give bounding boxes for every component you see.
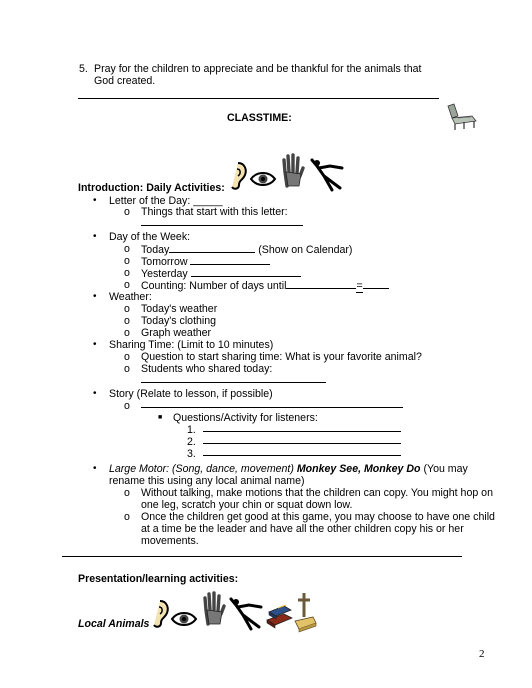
- large-motor-note: (You may: [423, 463, 468, 475]
- motor-b-2: at a time be the leader and have all the other children copy his or her: [141, 523, 464, 535]
- question-blank: [203, 446, 401, 459]
- sub-bullet: o: [124, 327, 130, 339]
- bullet: •: [93, 291, 97, 302]
- motor-a-1: Without talking, make motions that the children can copy. You might hop on: [141, 487, 493, 499]
- letter-sub-blank: [141, 216, 303, 229]
- sub-bullet: o: [124, 363, 130, 375]
- cross-icon: [292, 591, 318, 633]
- letter-of-day: Letter of the Day: _____: [109, 195, 223, 207]
- sub-bullet: o: [124, 351, 130, 363]
- sub-bullet: o: [124, 487, 130, 499]
- question-number: 1.: [187, 424, 196, 436]
- chair-icon: [444, 102, 478, 132]
- section-divider-bottom: [62, 556, 462, 557]
- ear-icon: [150, 599, 170, 629]
- story: Story (Relate to lesson, if possible): [109, 388, 273, 400]
- question-number: 3.: [187, 448, 196, 460]
- sub-bullet: o: [124, 400, 130, 412]
- today-note: (Show on Calendar): [258, 244, 353, 256]
- counting-label: Counting: Number of days until: [141, 280, 287, 292]
- bullet: •: [93, 388, 97, 399]
- bullet: •: [93, 463, 97, 474]
- weather: Weather:: [109, 291, 152, 303]
- weather-item: Graph weather: [141, 327, 212, 339]
- today-label: Today: [141, 244, 170, 256]
- ear-icon: [228, 161, 248, 191]
- presentation-heading: Presentation/learning activities:: [78, 573, 239, 585]
- local-animals: Local Animals: [78, 618, 150, 630]
- large-motor-line-2: rename this using any local animal name): [109, 475, 305, 487]
- bullet: •: [93, 231, 97, 242]
- sub-bullet: o: [124, 206, 130, 218]
- stretching-figure-icon: [229, 597, 265, 631]
- tomorrow-label: Tomorrow: [141, 256, 188, 268]
- sharing-who: Students who shared today:: [141, 363, 273, 375]
- sub-bullet: o: [124, 267, 130, 279]
- question-number: 2.: [187, 436, 196, 448]
- section-divider-top: [78, 98, 439, 99]
- eye-icon: [170, 610, 198, 628]
- eye-icon: [249, 170, 277, 188]
- prayer-line-2: God created.: [94, 75, 156, 87]
- motor-a-2: one leg, scratch your chin or squat down low.: [141, 499, 353, 511]
- large-motor-row: [109, 463, 468, 475]
- counting-row: [141, 279, 389, 292]
- sub-bullet: o: [124, 511, 130, 523]
- motor-b-3: movements.: [141, 535, 199, 547]
- sub-bullet: o: [124, 279, 130, 291]
- classtime-title: CLASSTIME:: [227, 112, 292, 124]
- sharing-time: Sharing Time: (Limit to 10 minutes): [109, 339, 274, 351]
- hand-icon: [202, 590, 226, 626]
- sub-bullet: o: [124, 255, 130, 267]
- yesterday-label: Yesterday: [141, 268, 188, 280]
- motor-b-1: Once the children get good at this game, you may choose to have one child: [141, 511, 495, 523]
- bullet: •: [93, 339, 97, 350]
- large-motor-label: Large Motor: (Song, dance, movement): [109, 463, 294, 475]
- large-motor-title: Monkey See, Monkey Do: [296, 463, 421, 475]
- sub-bullet: o: [124, 315, 130, 327]
- square-bullet: ■: [158, 414, 163, 421]
- sharing-blank: [141, 373, 326, 386]
- day-of-week: Day of the Week:: [109, 231, 191, 243]
- stretching-figure-icon: [310, 158, 346, 192]
- prayer-line-1: Pray for the children to appreciate and be thankful for the animals that: [94, 63, 422, 75]
- letter-sub: Things that start with this letter:: [141, 206, 288, 218]
- story-blank: [141, 398, 403, 411]
- sharing-question: Question to start sharing time: What is your favorite animal?: [141, 351, 422, 363]
- books-icon: [264, 600, 294, 630]
- bullet: •: [93, 195, 97, 206]
- weather-item: Today's clothing: [141, 315, 217, 327]
- weather-item: Today's weather: [141, 303, 218, 315]
- intro-heading: Introduction: Daily Activities:: [78, 182, 225, 194]
- questions-label: Questions/Activity for listeners:: [173, 412, 318, 424]
- page-number: 2: [479, 648, 485, 660]
- counting-eq: =: [356, 280, 363, 292]
- sub-bullet: o: [124, 243, 130, 255]
- prayer-number: 5.: [79, 63, 88, 75]
- hand-icon: [281, 152, 305, 188]
- sub-bullet: o: [124, 303, 130, 315]
